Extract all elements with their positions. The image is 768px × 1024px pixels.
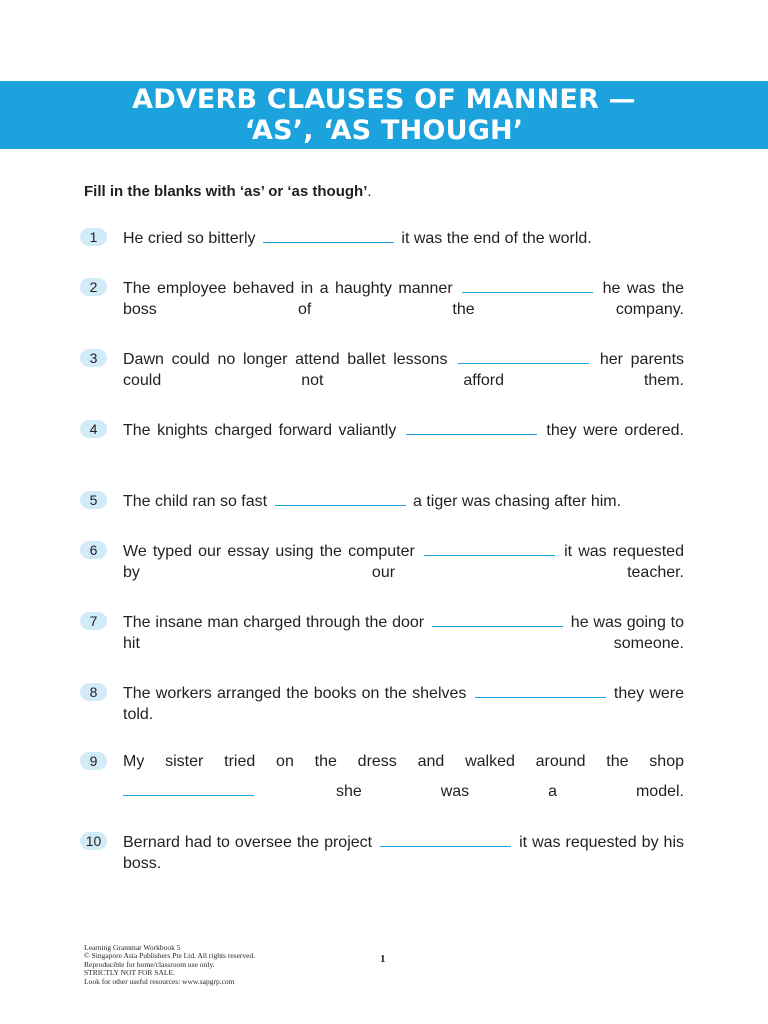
question-number-badge: 8 <box>80 683 107 701</box>
question-number-badge: 10 <box>80 832 107 850</box>
answer-blank[interactable] <box>123 781 254 796</box>
question-text-before: The employee behaved in a haughty manner <box>123 280 453 297</box>
question-text <box>123 420 684 441</box>
footer-line: Learning Grammar Workbook 5 <box>84 943 181 952</box>
question-text-before: The knights charged forward valiantly <box>123 422 397 439</box>
answer-blank[interactable] <box>406 420 537 435</box>
answer-blank[interactable] <box>462 278 593 293</box>
instruction-end: . <box>367 183 372 200</box>
question-text-before: My sister tried on the dress and walked around the shop <box>123 753 684 770</box>
question-text-after: she was a model. <box>335 783 684 800</box>
question-text-before: The child ran so fast <box>123 493 268 510</box>
instruction-bold: Fill in the blanks with ‘as’ or ‘as though’ <box>84 183 368 200</box>
question-text-before: He cried so bitterly <box>123 230 256 247</box>
footer-line: © Singapore Asia Publishers Pte Ltd. All rights reserved. <box>84 951 256 961</box>
question-text <box>123 747 684 807</box>
instruction-text <box>84 183 372 200</box>
copyright-footer <box>84 944 255 986</box>
question-text <box>123 683 684 725</box>
question-text-after: it was requested by our teacher. <box>123 543 684 581</box>
answer-blank[interactable] <box>458 349 589 364</box>
question-number-badge: 7 <box>80 612 107 630</box>
answer-blank[interactable] <box>263 228 394 243</box>
page-number: 1 <box>380 953 386 965</box>
answer-blank[interactable] <box>432 612 563 627</box>
question-number-badge: 3 <box>80 349 107 367</box>
answer-blank[interactable] <box>424 541 555 556</box>
question-text-before: The workers arranged the books on the shelves <box>123 685 467 702</box>
question-number-badge: 1 <box>80 228 107 246</box>
question-number-badge: 2 <box>80 278 107 296</box>
question-number-badge: 9 <box>80 752 107 770</box>
question-text <box>123 541 684 583</box>
question-text-after: a tiger was chasing after him. <box>412 493 622 510</box>
footer-line: STRICTLY NOT FOR SALE. <box>84 968 175 978</box>
question-text-before: The insane man charged through the door <box>123 614 425 631</box>
question-text-after: he was going to hit someone. <box>123 614 685 652</box>
question-number-badge: 6 <box>80 541 107 559</box>
page-title-line-2: ‘AS’, ‘AS THOUGH’ <box>244 115 524 146</box>
question-text-after: they were told. <box>123 685 685 723</box>
footer-line: Reproducible for home/classroom use only. <box>84 959 215 969</box>
question-number-badge: 4 <box>80 420 107 438</box>
question-text-after: it was requested by his boss. <box>123 834 685 872</box>
question-text-before: Dawn could no longer attend ballet lessons <box>123 351 448 368</box>
question-number-badge: 5 <box>80 491 107 509</box>
question-text <box>123 491 684 512</box>
question-text-before: Bernard had to oversee the project <box>123 834 373 851</box>
question-text-before: We typed our essay using the computer <box>123 543 415 560</box>
question-text-after: he was the boss of the company. <box>123 280 684 318</box>
question-text-after: they were ordered. <box>546 422 684 439</box>
question-text <box>123 832 684 874</box>
question-text <box>123 349 684 391</box>
question-text <box>123 278 684 320</box>
question-text-after: her parents could not afford them. <box>123 351 685 389</box>
question-text <box>123 612 684 654</box>
title-banner <box>0 81 768 149</box>
page-title-line-1: ADVERB CLAUSES OF MANNER — <box>132 84 636 115</box>
question-text-after: it was the end of the world. <box>401 230 592 247</box>
answer-blank[interactable] <box>380 832 511 847</box>
question-text <box>123 228 684 249</box>
answer-blank[interactable] <box>275 491 406 506</box>
answer-blank[interactable] <box>475 683 606 698</box>
footer-line: Look for other useful resources: www.sapgrp.com <box>84 976 235 986</box>
